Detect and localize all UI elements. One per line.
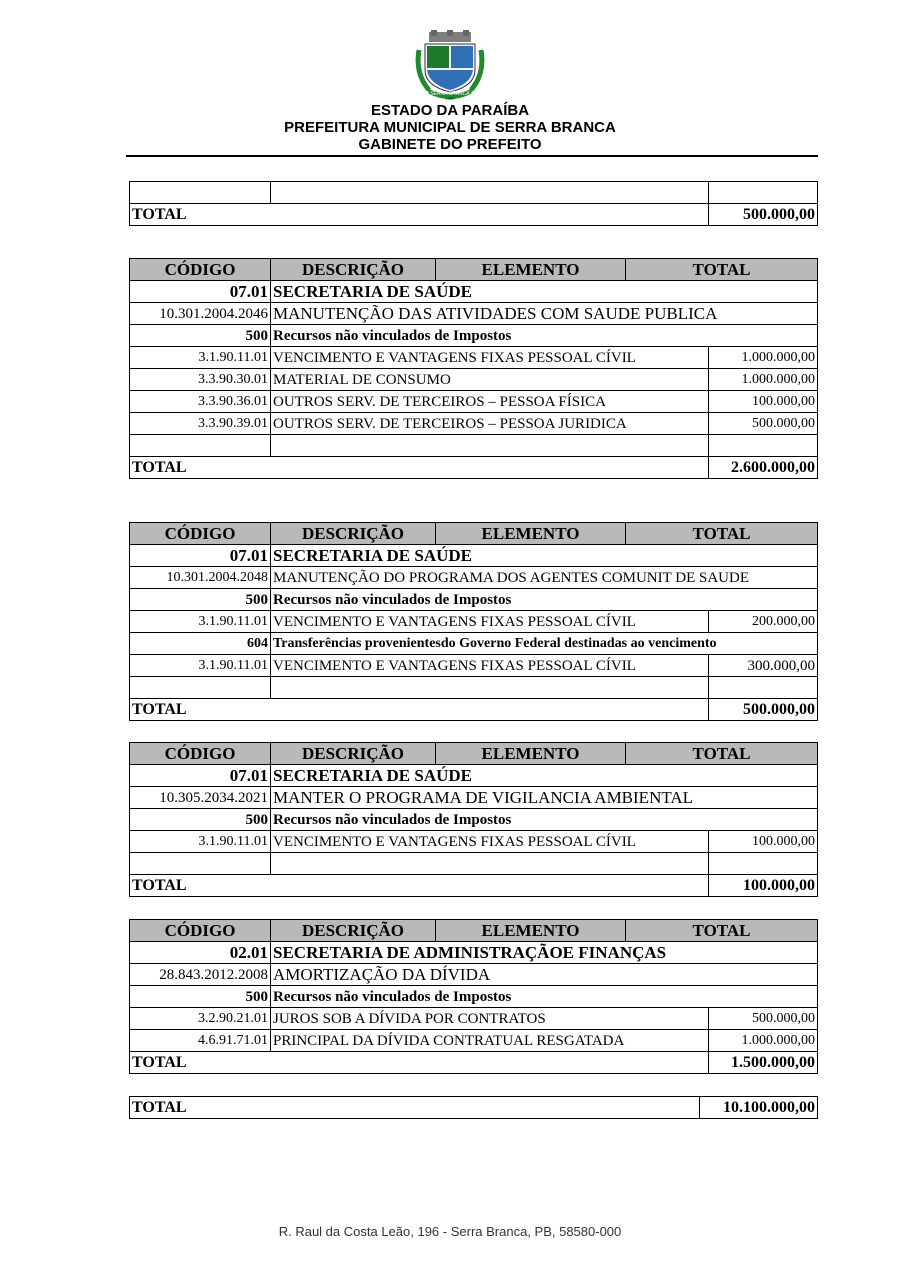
col-descricao: DESCRIÇÃO (271, 743, 436, 765)
table-header (130, 523, 818, 545)
item-desc: OUTROS SERV. DE TERCEIROS – PESSOA FÍSICA (271, 391, 709, 413)
col-descricao: DESCRIÇÃO (271, 920, 436, 942)
address-footer: R. Raul da Costa Leão, 196 - Serra Branca, PB, 58580-000 (278, 1224, 622, 1239)
item-code: 3.1.90.11.01 (130, 655, 271, 677)
source-code: 500 (130, 809, 271, 831)
action-name: MANUTENÇÃO DAS ATIVIDADES COM SAUDE PUBLICA (271, 303, 818, 325)
source-row (130, 589, 818, 611)
unit-row (130, 765, 818, 787)
col-total: TOTAL (626, 743, 818, 765)
item-value: 500.000,00 (709, 413, 818, 435)
item-value: 300.000,00 (709, 655, 818, 677)
unit-row (130, 281, 818, 303)
total-value: 1.500.000,00 (709, 1052, 818, 1074)
table-row (130, 1008, 818, 1030)
action-row (130, 303, 818, 325)
action-name: MANUTENÇÃO DO PROGRAMA DOS AGENTES COMUNIT DE SAUDE (271, 567, 818, 589)
total-label: TOTAL (130, 699, 709, 721)
unit-name: SECRETARIA DE SAÚDE (271, 765, 818, 787)
total-label: TOTAL (130, 204, 709, 226)
total-label: TOTAL (130, 457, 709, 479)
action-name: MANTER O PROGRAMA DE VIGILANCIA AMBIENTAL (271, 787, 818, 809)
budget-table-saude-2046 (129, 258, 818, 479)
source-row (130, 809, 818, 831)
col-codigo: CÓDIGO (130, 743, 271, 765)
item-code: 3.1.90.11.01 (130, 611, 271, 633)
item-desc: PRINCIPAL DA DÍVIDA CONTRATUAL RESGATADA (271, 1030, 709, 1052)
col-total: TOTAL (626, 523, 818, 545)
action-code: 28.843.2012.2008 (130, 964, 271, 986)
total-value: 500.000,00 (709, 204, 818, 226)
table-row (130, 853, 818, 875)
table-row (130, 677, 818, 699)
budget-table-administracao (129, 919, 818, 1074)
action-code: 10.305.2034.2021 (130, 787, 271, 809)
item-code: 3.3.90.36.01 (130, 391, 271, 413)
action-row (130, 567, 818, 589)
total-value: 2.600.000,00 (709, 457, 818, 479)
item-desc: VENCIMENTO E VANTAGENS FIXAS PESSOAL CÍVIL (271, 831, 709, 853)
col-codigo: CÓDIGO (130, 920, 271, 942)
budget-table-vigilancia (129, 742, 818, 897)
col-total: TOTAL (626, 920, 818, 942)
table-row (130, 655, 818, 677)
col-codigo: CÓDIGO (130, 259, 271, 281)
total-row (130, 1052, 818, 1074)
action-code: 10.301.2004.2046 (130, 303, 271, 325)
item-value: 500.000,00 (709, 1008, 818, 1030)
unit-row (130, 545, 818, 567)
table-row (130, 831, 818, 853)
item-desc: VENCIMENTO E VANTAGENS FIXAS PESSOAL CÍVIL (271, 611, 709, 633)
budget-table-saude-2048 (129, 522, 818, 721)
item-code: 4.6.91.71.01 (130, 1030, 271, 1052)
source-name: Recursos não vinculados de Impostos (271, 809, 818, 831)
grand-total-row (130, 1097, 818, 1119)
item-code: 3.2.90.21.01 (130, 1008, 271, 1030)
action-row (130, 787, 818, 809)
unit-code: 02.01 (130, 942, 271, 964)
document-header (0, 30, 900, 153)
col-elemento: ELEMENTO (436, 259, 626, 281)
unit-code: 07.01 (130, 545, 271, 567)
source-name: Transferências provenientesdo Governo Federal destinadas ao vencimento (271, 633, 818, 655)
table-row (130, 347, 818, 369)
action-row (130, 964, 818, 986)
source-row (130, 325, 818, 347)
source-row (130, 633, 818, 655)
item-value: 1.000.000,00 (709, 1030, 818, 1052)
item-code: 3.1.90.11.01 (130, 347, 271, 369)
total-row (130, 875, 818, 897)
col-descricao: DESCRIÇÃO (271, 259, 436, 281)
grand-total-table (129, 1096, 818, 1119)
unit-code: 07.01 (130, 765, 271, 787)
source-row (130, 986, 818, 1008)
item-code: 3.1.90.11.01 (130, 831, 271, 853)
prefecture-name: PREFEITURA MUNICIPAL DE SERRA BRANCA (284, 119, 616, 136)
item-desc: MATERIAL DE CONSUMO (271, 369, 709, 391)
unit-code: 07.01 (130, 281, 271, 303)
table-row (130, 369, 818, 391)
action-name: AMORTIZAÇÃO DA DÍVIDA (271, 964, 818, 986)
col-codigo: CÓDIGO (130, 523, 271, 545)
item-desc: OUTROS SERV. DE TERCEIROS – PESSOA JURIDICA (271, 413, 709, 435)
item-desc: JUROS SOB A DÍVIDA POR CONTRATOS (271, 1008, 709, 1030)
item-value: 100.000,00 (709, 391, 818, 413)
total-value: 100.000,00 (709, 875, 818, 897)
unit-name: SECRETARIA DE ADMINISTRAÇÃOE FINANÇAS (271, 942, 818, 964)
unit-name: SECRETARIA DE SAÚDE (271, 545, 818, 567)
municipal-crest-icon (413, 30, 487, 100)
total-value: 500.000,00 (709, 699, 818, 721)
item-desc: VENCIMENTO E VANTAGENS FIXAS PESSOAL CÍVIL (271, 347, 709, 369)
svg-text:1959: 1959 (445, 96, 455, 100)
col-elemento: ELEMENTO (436, 523, 626, 545)
grand-total-value: 10.100.000,00 (700, 1097, 818, 1119)
state-name: ESTADO DA PARAÍBA (370, 102, 530, 119)
svg-text:SERRA BRANCA: SERRA BRANCA (430, 91, 470, 97)
budget-table-continuation (129, 181, 818, 226)
action-code: 10.301.2004.2048 (130, 567, 271, 589)
table-row (130, 391, 818, 413)
header-divider (126, 155, 818, 157)
source-code: 500 (130, 986, 271, 1008)
total-row (130, 699, 818, 721)
item-code: 3.3.90.39.01 (130, 413, 271, 435)
table-header (130, 920, 818, 942)
table-row (130, 435, 818, 457)
source-code: 604 (130, 633, 271, 655)
table-row (130, 611, 818, 633)
col-descricao: DESCRIÇÃO (271, 523, 436, 545)
unit-row (130, 942, 818, 964)
table-header (130, 259, 818, 281)
source-name: Recursos não vinculados de Impostos (271, 986, 818, 1008)
item-value: 200.000,00 (709, 611, 818, 633)
col-elemento: ELEMENTO (436, 920, 626, 942)
item-desc: VENCIMENTO E VANTAGENS FIXAS PESSOAL CÍVIL (271, 655, 709, 677)
item-code: 3.3.90.30.01 (130, 369, 271, 391)
total-row (130, 204, 818, 226)
source-code: 500 (130, 589, 271, 611)
total-label: TOTAL (130, 1052, 709, 1074)
total-label: TOTAL (130, 875, 709, 897)
unit-name: SECRETARIA DE SAÚDE (271, 281, 818, 303)
source-name: Recursos não vinculados de Impostos (271, 589, 818, 611)
table-row (130, 413, 818, 435)
item-value: 1.000.000,00 (709, 369, 818, 391)
table-header (130, 743, 818, 765)
total-row (130, 457, 818, 479)
item-value: 1.000.000,00 (709, 347, 818, 369)
table-row (130, 182, 818, 204)
source-name: Recursos não vinculados de Impostos (271, 325, 818, 347)
col-elemento: ELEMENTO (436, 743, 626, 765)
table-row (130, 1030, 818, 1052)
office-name: GABINETE DO PREFEITO (358, 136, 542, 153)
col-total: TOTAL (626, 259, 818, 281)
source-code: 500 (130, 325, 271, 347)
item-value: 100.000,00 (709, 831, 818, 853)
grand-total-label: TOTAL (130, 1097, 700, 1119)
